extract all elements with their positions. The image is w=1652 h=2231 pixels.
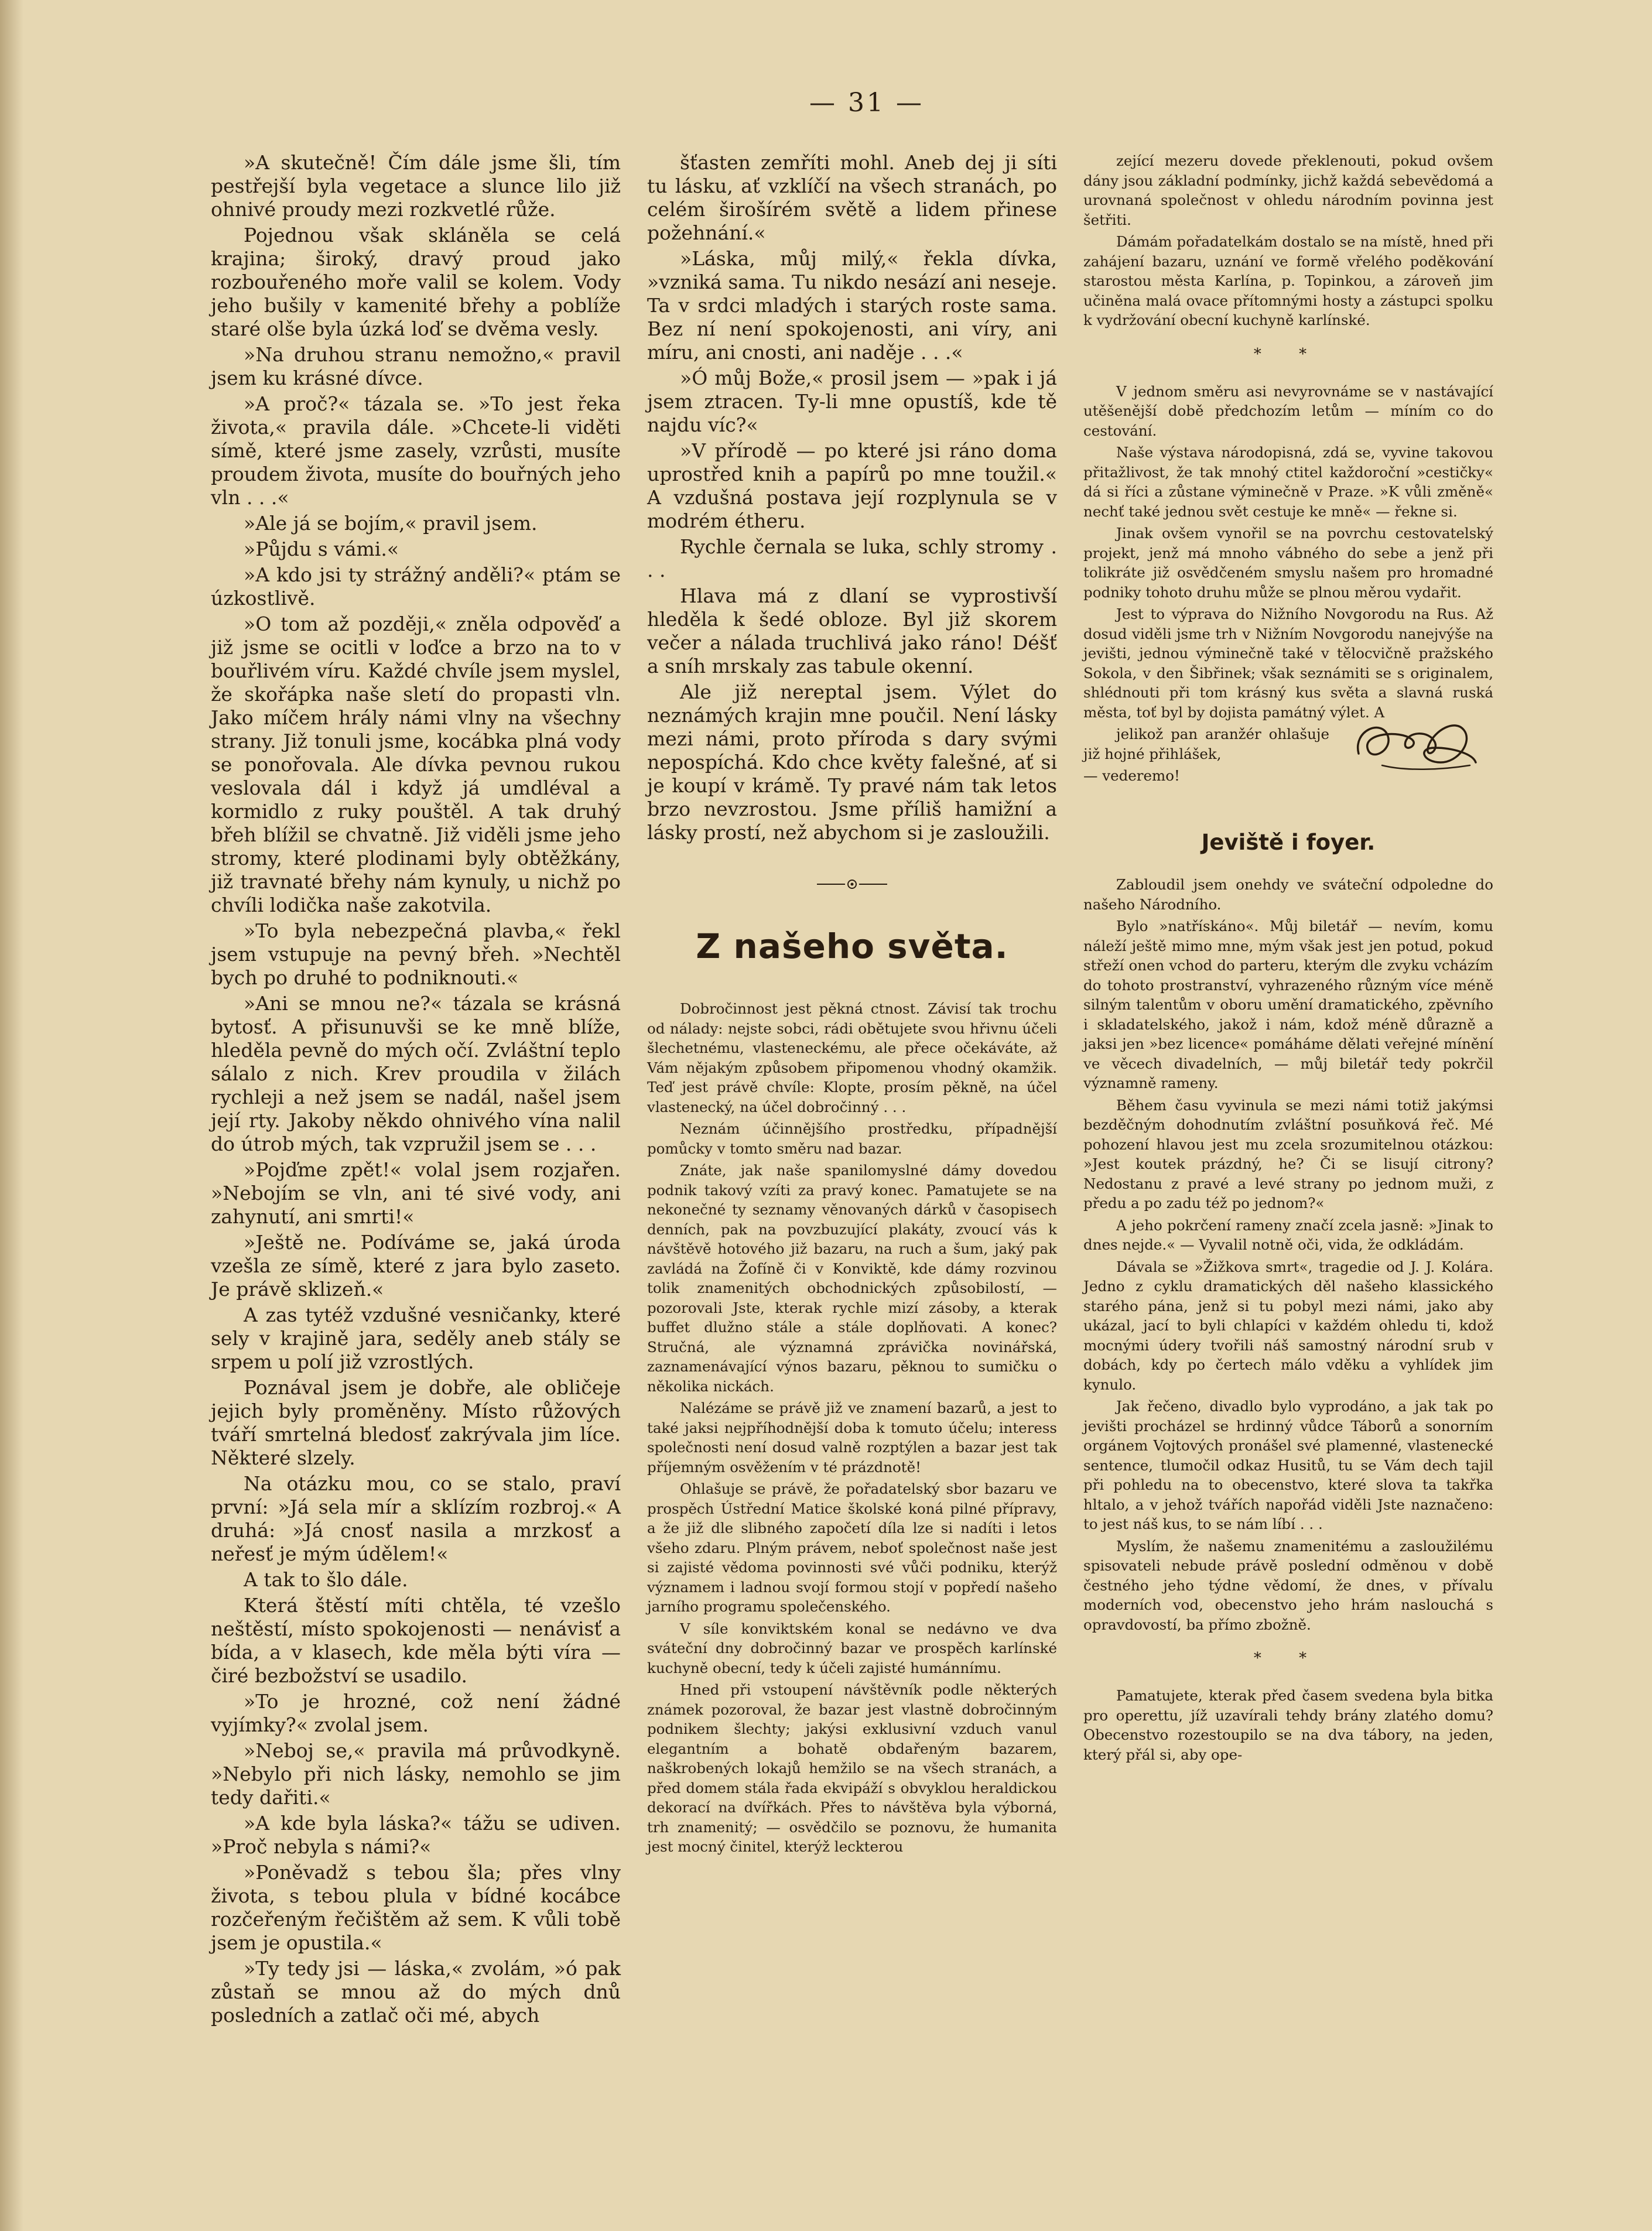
paragraph: »Poněvadž s tebou šla; přes vlny života, s tebou plula v bídné kocábce rozčeřeným řečištěm až sem. K vůli tobě jsem je opustila.« — [211, 1861, 621, 1954]
paragraph: Pamatujete, kterak před časem svedena byla bitka pro operettu, jíž uzavírali tehdy brány zlatého domu? Obecenstvo rozestoupilo se na dva tábory, na jeden, který přál si, aby ope- — [1083, 1687, 1493, 1763]
paragraph: »Ještě ne. Podíváme se, jaká úroda vzešla ze símě, které z jara bylo zaseto. Je právě sklizeň.« — [211, 1231, 621, 1301]
paragraph: »Ty tedy jsi — láska,« zvolám, »ó pak zůstaň se mnou až do mých dnů posledních a zatlač oči mé, abych — [211, 1957, 621, 2027]
paragraph: A jeho pokrčení rameny značí zcela jasně: »Jinak to dnes nejde.« — Vyvalil notně oči, vida, že odkládám. — [1083, 1216, 1493, 1253]
paragraph: »Ani se mnou ne?« tázala se krásná bytosť. A přisunuvši se ke mně blíže, hleděla pevně do mých očí. Zvláštní teplo sálalo z nich. Krev proudila v žilách rychleji a než jsem se nadál, našel jsem její rty. Jakoby někdo ohnivého vína nalil do útrob mých, tak vzpružil jsem se . . . — [211, 992, 621, 1155]
divider-ornament-icon — [647, 877, 1057, 895]
paragraph: Dámám pořadatelkám dostalo se na místě, hned při zahájení bazaru, uznání ve formě vřelého poděkování starostou města Karlína, p. Topinkou, a zároveň jim učiněna malá ovace přítomnými hosty a zástupci spolku k vydržování obecní kuchyně karlínské. — [1083, 233, 1493, 329]
paragraph: Na otázku mou, co se stalo, praví první: »Já sela mír a sklízím rozbroj.« A druhá: »Já cnosť nasila a mrzkosť a neřesť je mým údělem!« — [211, 1472, 621, 1565]
paragraph: »Pojďme zpět!« volal jsem rozjařen. »Nebojím se vln, ani té sivé vody, ani zahynutí, ani smrti!« — [211, 1158, 621, 1228]
paragraph: »A proč?« tázala se. »To jest řeka života,« pravila dále. »Chcete-li viděti símě, které jsme zasely, vzrůsti, musíte proudem života, musíte do bouřných jeho vln . . .« — [211, 392, 621, 509]
paragraph: »Na druhou stranu nemožno,« pravil jsem ku krásné dívce. — [211, 343, 621, 389]
paragraph: Pojednou však skláněla se celá krajina; široký, dravý proud jako rozbouřeného moře valil se kolem. Vody jeho bušily v kamenité břehy a poblíže staré olše byla úzká loď se dvěma vesly. — [211, 224, 621, 340]
paragraph: Dobročinnost jest pěkná ctnost. Závisí tak trochu od nálady: nejste sobci, rádi obětujete svou hřivnu účeli šlechetnému, vlasteneckému, ale přece očekáváte, až Vám nějakým způsobem připomenou vhodný okamžik. Teď jest právě chvíle: Klopte, prosím pěkně, na účel vlastenecký, na účel dobročinný . . . — [647, 1000, 1057, 1116]
paragraph: Myslím, že našemu znamenitému a zasloužilému spisovateli nebude právě poslední odměnou v době čestného jeho týdne vědomí, že dnes, v přívalu moderních vod, obecenstvo jeho hrám naslouchá s opravdovostí, ba přímo zbožně. — [1083, 1537, 1493, 1633]
paragraph: A tak to šlo dále. — [244, 1568, 408, 1591]
section-separator-stars: * * — [1253, 345, 1323, 363]
paragraph: Během času vyvinula se mezi námi totiž jakýmsi bezděčným dohodnutím zvláštní posuňková řeč. Mé pohození hlavou jest mu zcela srozumitelnou otázkou: »Jest koutek prázdný, he? Či se lisují citrony? Nedostanu z pravé a levé strany po jednom muži, z předu a po zadu též po jednom?« — [1083, 1096, 1493, 1212]
paragraph: A zas tytéž vzdušné vesničanky, které sely v krajině jara, seděly aneb stály se srpem u polí již vzrostlých. — [211, 1303, 621, 1373]
paragraph: V síle konviktském konal se nedávno ve dva sváteční dny dobročinný bazar ve prospěch karlínské kuchyně obecní, tedy k účeli zajisté humánnímu. — [647, 1620, 1057, 1676]
paragraph: Jinak ovšem vynořil se na povrchu cestovatelský projekt, jenž má mnoho vábného do sebe a jenž při tolikráte již osvědčeném smyslu našem pro hromadné podniky tohoto druhu může se plnou měrou vydařit. — [1083, 525, 1493, 601]
paragraph: »Neboj se,« pravila má průvodkyně. »Nebylo při nich lásky, nemohlo se jim tedy dařiti.« — [211, 1739, 621, 1809]
section-separator-stars: * * — [1253, 1650, 1323, 1667]
column-3 — [1083, 151, 1493, 1767]
paragraph: »Láska, můj milý,« řekla dívka, »vzniká sama. Tu nikdo nesází ani neseje. Ta v srdci mladých i starých roste sama. Bez ní není spokojenosti, ani víry, ani míru, ani cnosti, ani naděje . . .« — [647, 247, 1057, 364]
page-number: — 31 — — [809, 88, 924, 118]
paragraph: »Ó můj Bože,« prosil jsem — »pak i já jsem ztracen. Ty-li mne opustíš, kde tě najdu víc?« — [647, 367, 1057, 436]
news-section — [647, 999, 1057, 1857]
column-2 — [647, 151, 1057, 1859]
paragraph: Hned při vstoupení návštěvník podle některých známek pozoroval, že bazar jest vlastně dobročinným podnikem šlechty; jakýsi exklusivní vzduch vanul elegantním a bohatě obdařeným bazarem, naškrobených lokajů hemžilo se na všech stranách, a před domem stála řada ekvipáží s obvyklou heraldickou dekorací na dvířkách. Přes to návštěva byla výborná, trh znamenitý; — osvědčilo se poznovu, že humanita jest mocný činitel, kterýž leckterou — [647, 1681, 1057, 1855]
section-heading-stage: Jeviště i foyer. — [1201, 830, 1376, 855]
paragraph: Bylo »natřískáno«. Můj biletář — nevím, komu náleží ještě mimo mne, mým však jest jen potud, pokud střeží onen vchod do parteru, kterým dle zvyku vcházím do tohoto prostranství, vyhrazeného různým více méně silným talentům v oboru umění dramatického, zpěvního i skladatelského, jakož i nám, kdož méně důrazně a jaksi jen »bez licence« pomáháme dělati veřejné mínění ve věcech divadelních, — můj biletář tedy pokrčil významně rameny. — [1083, 918, 1493, 1091]
paragraph: Jak řečeno, divadlo bylo vyprodáno, a jak tak po jevišti procházel se hrdinný vůdce Táborů a sonorním orgánem Vojtových pronášel své plamenné, vlastenecké sentence, tlumočil odkaz Husitů, tu se Vám dech tajil při pohledu na to obecenstvo, které slova ta takřka hltalo, a v jehož tvářích napořád viděli Jste naznačeno: to jest náš kus, to se nám líbí . . . — [1083, 1398, 1493, 1532]
section-heading-world: Z našeho světa. — [696, 926, 1008, 966]
paragraph: »To byla nebezpečná plavba,« řekl jsem vstupuje na pevný břeh. »Nechtěl bych po druhé to podniknouti.« — [211, 919, 621, 989]
story-continuation — [647, 151, 1057, 844]
paragraph: »O tom až později,« zněla odpověď a již jsme se ocitli v loďce a brzo na to v bouřlivém víru. Každé chvíle jsem myslel, že skořápka naše sletí do propasti vln. Jako míčem hrály námi vlny na všechny strany. Již tonuli jsme, kocábka plná vody se ponořovala. Ale dívka pevnou rukou veslovala dál i když já umdléval a kormidlo z ruky pouštěl. A tak druhý břeh blížil se chvatně. Již viděli jsme jeho stromy, které plodinami byly obtěžkány, již travnaté břehy nám kynuly, u nichž po chvíli lodička naše zakotvila. — [211, 613, 621, 916]
paragraph: »A kde byla láska?« tážu se udiven. »Proč nebyla s námi?« — [211, 1812, 621, 1858]
signoff-block — [1083, 724, 1493, 795]
paragraph: Která štěstí míti chtěla, té vzešlo neštěstí, místo spokojenosti — nenávisť a bída, a v klasech, kde měla býti víra — čiré bezbožství se usadilo. — [211, 1594, 621, 1687]
paragraph: Nalézáme se právě již ve znamení bazarů, a jest to také jaksi nejpříhodnější doba k tomuto účelu; interess společnosti není dosud valně rozptýlen a bazar jest tak příjemným osvěžením v té prázdnotě! — [647, 1399, 1057, 1476]
paragraph: zející mezeru dovede překlenouti, pokud ovšem dány jsou základní podmínky, jichž každá sebevědomá a urovnaná společnost v ohledu národním povinna jest šetřiti. — [1083, 152, 1493, 228]
paragraph: Ohlašuje se právě, že pořadatelský sbor bazaru ve prospěch Ústřední Matice školské koná pilné přípravy, a že již dle slibného započetí díla lze si nadíti i letos všeho zdaru. Plným právem, neboť společnost naše jest si zajisté vědoma povinnosti své vůči podniku, kterýž významem i ladnou svojí formou stojí v popředí našeho jarního programu společenského. — [647, 1480, 1057, 1615]
paragraph: Neznám účinnějšího prostředku, případnější pomůcky v tomto směru nad bazar. — [647, 1120, 1057, 1157]
paragraph: »A kdo jsi ty strážný anděli?« ptám se úzkostlivě. — [211, 563, 621, 610]
column-1-story — [211, 151, 621, 2030]
paragraph: »Půjdu s vámi.« — [244, 538, 399, 560]
paragraph: Rychle černala se luka, schly stromy . . . — [647, 535, 1057, 581]
paragraph: Hlava má z dlaní se vyprostivší hleděla k šedé obloze. Byl již skorem večer a nálada truchlivá jako ráno! Déšť a sníh mrskaly zas tabule okenní. — [647, 584, 1057, 677]
author-signature-icon — [1347, 707, 1482, 785]
paragraph: »A skutečně! Čím dále jsme šli, tím pestřejší byla vegetace a slunce lilo již ohnivé proudy mezi rozkvetlé růže. — [211, 151, 621, 221]
paragraph: »Ale já se bojím,« pravil jsem. — [244, 512, 538, 535]
paragraph: Naše výstava národopisná, zdá se, vyvine takovou přitažlivost, že tak mnohý ctitel každoroční »cestičky« dá si říci a zůstane výminečně v Praze. »K vůli změně« nechť také jednou svět cestuje ke mně« — řekne si. — [1083, 444, 1493, 520]
paragraph: Jest to výprava do Nižního Novgorodu na Rus. Až dosud viděli jsme trh v Nižním Novgorodu nanejvýše na jevišti, jednou výminečně také v tělocvičně pražského Sokola, v den Šibřinek; však seznámiti se s originalem, shlédnouti při tom krásný kus světa a slavná ruská města, toť byl by dojista památný výlet. A — [1083, 605, 1493, 721]
paragraph: Znáte, jak naše spanilomyslné dámy dovedou podnik takový vzíti za pravý konec. Pamatujete se na nekonečné ty seznamy věnovaných dárků v časopisech denních, pak na povzbuzující plakáty, zvoucí vás k návštěvě hotového již bazaru, na ruch a šum, jaký pak zavládá na Žofíně či v Konviktě, kde dámy rozvinou tolik znamenitých obchodnických způsobilostí, — pozorovali Jste, kterak rychle mizí zásoby, a kterak buffet dlužno stále a stále doplňovati. A konec? Stručná, ale významná zprávička novinářská, zaznamenávající výnos bazaru, pěknou to sumičku o několika nickách. — [647, 1162, 1057, 1395]
paragraph: V jednom směru asi nevyrovnáme se v nastávající utěšenější době předchozím letům — míním co do cestování. — [1083, 382, 1493, 439]
paragraph: Ale již nereptal jsem. Výlet do neznámých krajin mne poučil. Není lásky mezi námi, proto příroda s dary svými nepospíchá. Kdo chce květy falešné, ať si je koupí v krámě. Ty pravé nám tak letos brzo nevzrostou. Jsme příliš hamižní a lásky prostí, než abychom si je zasloužili. — [647, 680, 1057, 844]
paragraph: »To je hrozné, což není žádné vyjímky?« zvolal jsem. — [211, 1690, 621, 1736]
signoff-line: jelikož pan aranžér ohlašuje již hojné přihlášek, — [1083, 726, 1329, 762]
paragraph: Zabloudil jsem onehdy ve sváteční odpoledne do našeho Národního. — [1083, 876, 1493, 913]
paragraph: »V přírodě — po které jsi ráno doma uprostřed knih a papírů po mne toužil.« A vzdušná postava její rozplynula se v modrém étheru. — [647, 439, 1057, 532]
paragraph: Dávala se »Žižkova smrt«, tragedie od J. J. Kolára. Jedno z cyklu dramatických děl našeho klassického starého pána, jenž si tu pobyl mezi námi, jako aby ukázal, jací to byli chlapíci v každém ohledu ti, kdož mocnými údery tvořili náš samostný národní srub v dobách, kdy po čertech málo vděku a vyhlídek jim kynulo. — [1083, 1258, 1493, 1393]
signoff-line: — vederemo! — [1083, 767, 1180, 784]
paragraph: šťasten zemříti mohl. Aneb dej ji síti tu lásku, ať vzklíčí na všech stranách, po celém širošírém světě a lidem přinese požehnání.« — [647, 151, 1057, 244]
paragraph: Poznával jsem je dobře, ale obličeje jejich byly proměněny. Místo růžových tváří smrtelná bledosť zakrývala jim líce. Některé slzely. — [211, 1376, 621, 1469]
